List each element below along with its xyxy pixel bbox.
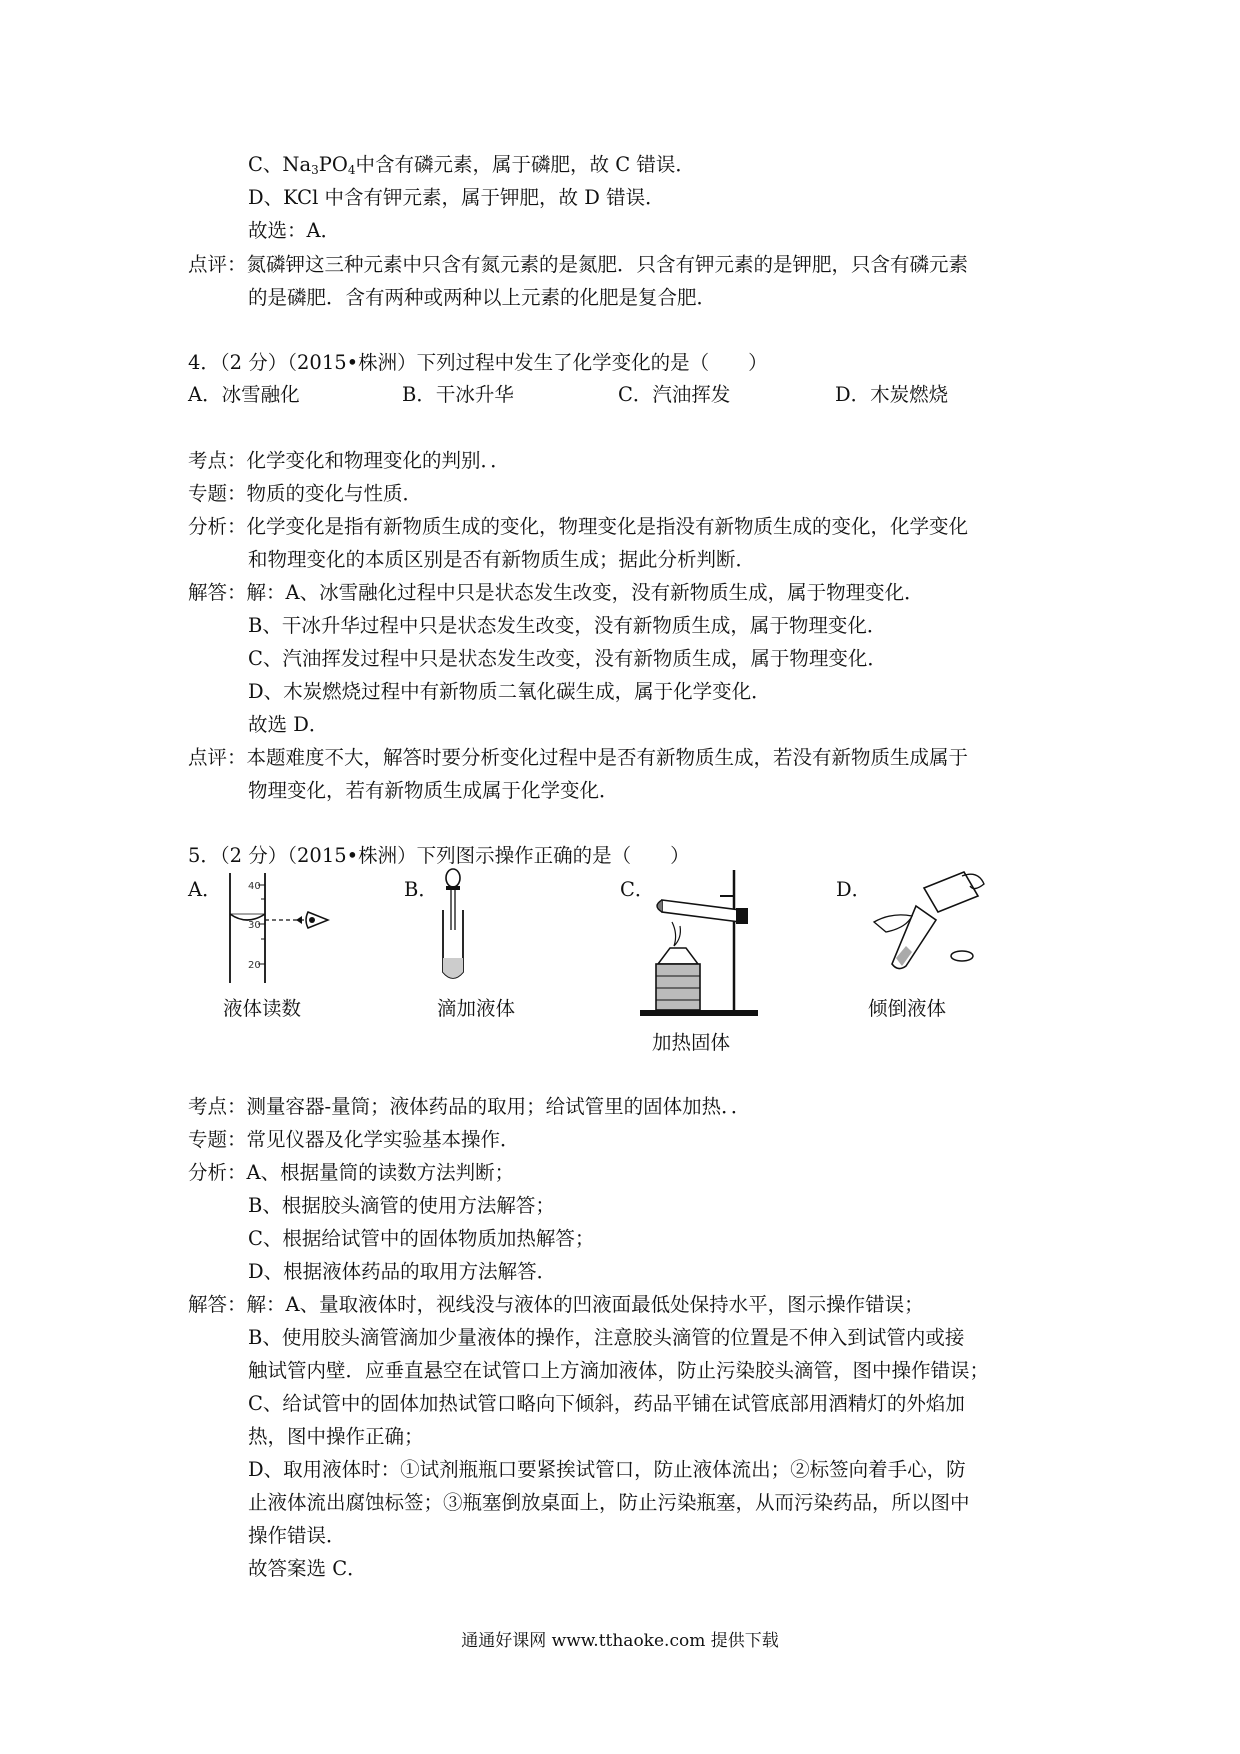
reagent-bottle-icon xyxy=(924,872,978,912)
q4-jieda-line: 故选 D． xyxy=(248,713,329,736)
q5-fenxi-line: C、根据给试管中的固体物质加热解答； xyxy=(248,1227,595,1250)
prev-comment-cont: 的是磷肥．含有两种或两种以上元素的化肥是复合肥． xyxy=(248,286,717,309)
caption-b: 滴加液体 xyxy=(437,997,516,1020)
q5-zhuanti: 专题：常见仪器及化学实验基本操作． xyxy=(188,1128,520,1151)
dropper-figure xyxy=(428,868,478,986)
q4-zhuanti: 专题：物质的变化与性质． xyxy=(188,482,423,505)
q5-kaodian: 考点：测量容器-量筒；液体药品的取用；给试管里的固体加热．． xyxy=(188,1095,751,1118)
test-tube-icon xyxy=(662,900,740,922)
prev-comment: 点评：氮磷钾这三种元素中只含有氮元素的是氮肥．只含有钾元素的是钾肥，只含有磷元素 xyxy=(188,253,969,276)
caption-a: 液体读数 xyxy=(223,997,302,1020)
q5-jieda-line: 止液体流出腐蚀标签；③瓶塞倒放桌面上，防止污染瓶塞，从而污染药品，所以图中 xyxy=(248,1491,970,1514)
prev-answer: 故选：A． xyxy=(248,219,341,242)
text: PO xyxy=(318,153,348,176)
q5-jieda-line: C、给试管中的固体加热试管口略向下倾斜，药品平铺在试管底部用酒精灯的外焰加 xyxy=(248,1392,965,1415)
q5-label-b: B． xyxy=(404,878,438,901)
q4-option-d: D．木炭燃烧 xyxy=(835,383,949,406)
bottle-stopper-icon xyxy=(951,951,973,961)
text: 中含有磷元素，属于磷肥，故 C 错误． xyxy=(355,153,695,176)
dropper-bulb-icon xyxy=(446,869,460,887)
q4-option-c: C．汽油挥发 xyxy=(618,383,731,406)
q5-jieda: 解答：解：A、量取液体时，视线没与液体的凹液面最低处保持水平，图示操作错误； xyxy=(188,1293,924,1316)
q5-jieda-line: 故答案选 C． xyxy=(248,1557,367,1580)
q5-fenxi-line: B、根据胶头滴管的使用方法解答； xyxy=(248,1194,555,1217)
q5-jieda-line: 热，图中操作正确； xyxy=(248,1425,424,1448)
q5-jieda-line: 操作错误． xyxy=(248,1524,346,1547)
q4-kaodian: 考点：化学变化和物理变化的判别．． xyxy=(188,449,510,472)
q4-stem: 4．（2 分）（2015•株洲）下列过程中发生了化学变化的是（ ） xyxy=(188,351,768,374)
q4-fenxi-cont: 和物理变化的本质区别是否有新物质生成；据此分析判断． xyxy=(248,548,756,571)
pouring-liquid-figure xyxy=(866,866,996,981)
caption-d: 倾倒液体 xyxy=(868,997,947,1020)
q5-label-a: A． xyxy=(188,878,222,901)
q5-label-c: C． xyxy=(620,878,655,901)
q4-option-a: A．冰雪融化 xyxy=(188,383,300,406)
q5-label-d: D． xyxy=(836,878,872,901)
text: C、Na xyxy=(248,153,312,176)
q4-dianping-cont: 物理变化，若有新物质生成属于化学变化． xyxy=(248,779,619,802)
q5-stem: 5．（2 分）（2015•株洲）下列图示操作正确的是（ ） xyxy=(188,844,690,867)
page-footer: 通通好课网 www.tthaoke.com 提供下载 xyxy=(461,1631,779,1651)
tick-label: 40 xyxy=(248,881,261,892)
caption-c: 加热固体 xyxy=(652,1031,731,1054)
q4-jieda-line: B、干冰升华过程中只是状态发生改变，没有新物质生成，属于物理变化． xyxy=(248,614,887,637)
tick-label: 20 xyxy=(248,960,261,971)
graduated-cylinder-figure xyxy=(220,868,335,986)
subscript: 3 xyxy=(311,163,319,177)
q4-jieda: 解答：解：A、冰雪融化过程中只是状态发生改变，没有新物质生成，属于物理变化． xyxy=(188,581,924,604)
subscript: 4 xyxy=(347,163,356,177)
flame-icon xyxy=(672,922,680,946)
heating-apparatus-figure xyxy=(632,864,782,1020)
q5-fenxi: 分析：A、根据量筒的读数方法判断； xyxy=(188,1161,515,1184)
prev-line-d: D、KCl 中含有钾元素，属于钾肥，故 D 错误． xyxy=(248,186,665,209)
q4-dianping: 点评：本题难度不大，解答时要分析变化过程中是否有新物质生成，若没有新物质生成属于 xyxy=(188,746,969,769)
q5-fenxi-line: D、根据液体药品的取用方法解答． xyxy=(248,1260,557,1283)
tick-label: 30 xyxy=(248,920,261,931)
prev-line-c xyxy=(248,152,695,183)
q4-jieda-line: D、木炭燃烧过程中有新物质二氧化碳生成，属于化学变化． xyxy=(248,680,771,703)
q4-option-b: B．干冰升华 xyxy=(402,383,514,406)
q4-jieda-line: C、汽油挥发过程中只是状态发生改变，没有新物质生成，属于物理变化． xyxy=(248,647,887,670)
q5-jieda-line: D、取用液体时：①试剂瓶瓶口要紧挨试管口，防止液体流出；②标签向着手心，防 xyxy=(248,1458,966,1481)
alcohol-lamp-icon xyxy=(658,948,698,964)
q5-jieda-line: 触试管内壁．应垂直悬空在试管口上方滴加液体，防止污染胶头滴管，图中操作错误； xyxy=(248,1359,990,1382)
q4-fenxi: 分析：化学变化是指有新物质生成的变化，物理变化是指没有新物质生成的变化，化学变化 xyxy=(188,515,969,538)
q5-jieda-line: B、使用胶头滴管滴加少量液体的操作，注意胶头滴管的位置是不伸入到试管内或接 xyxy=(248,1326,965,1349)
